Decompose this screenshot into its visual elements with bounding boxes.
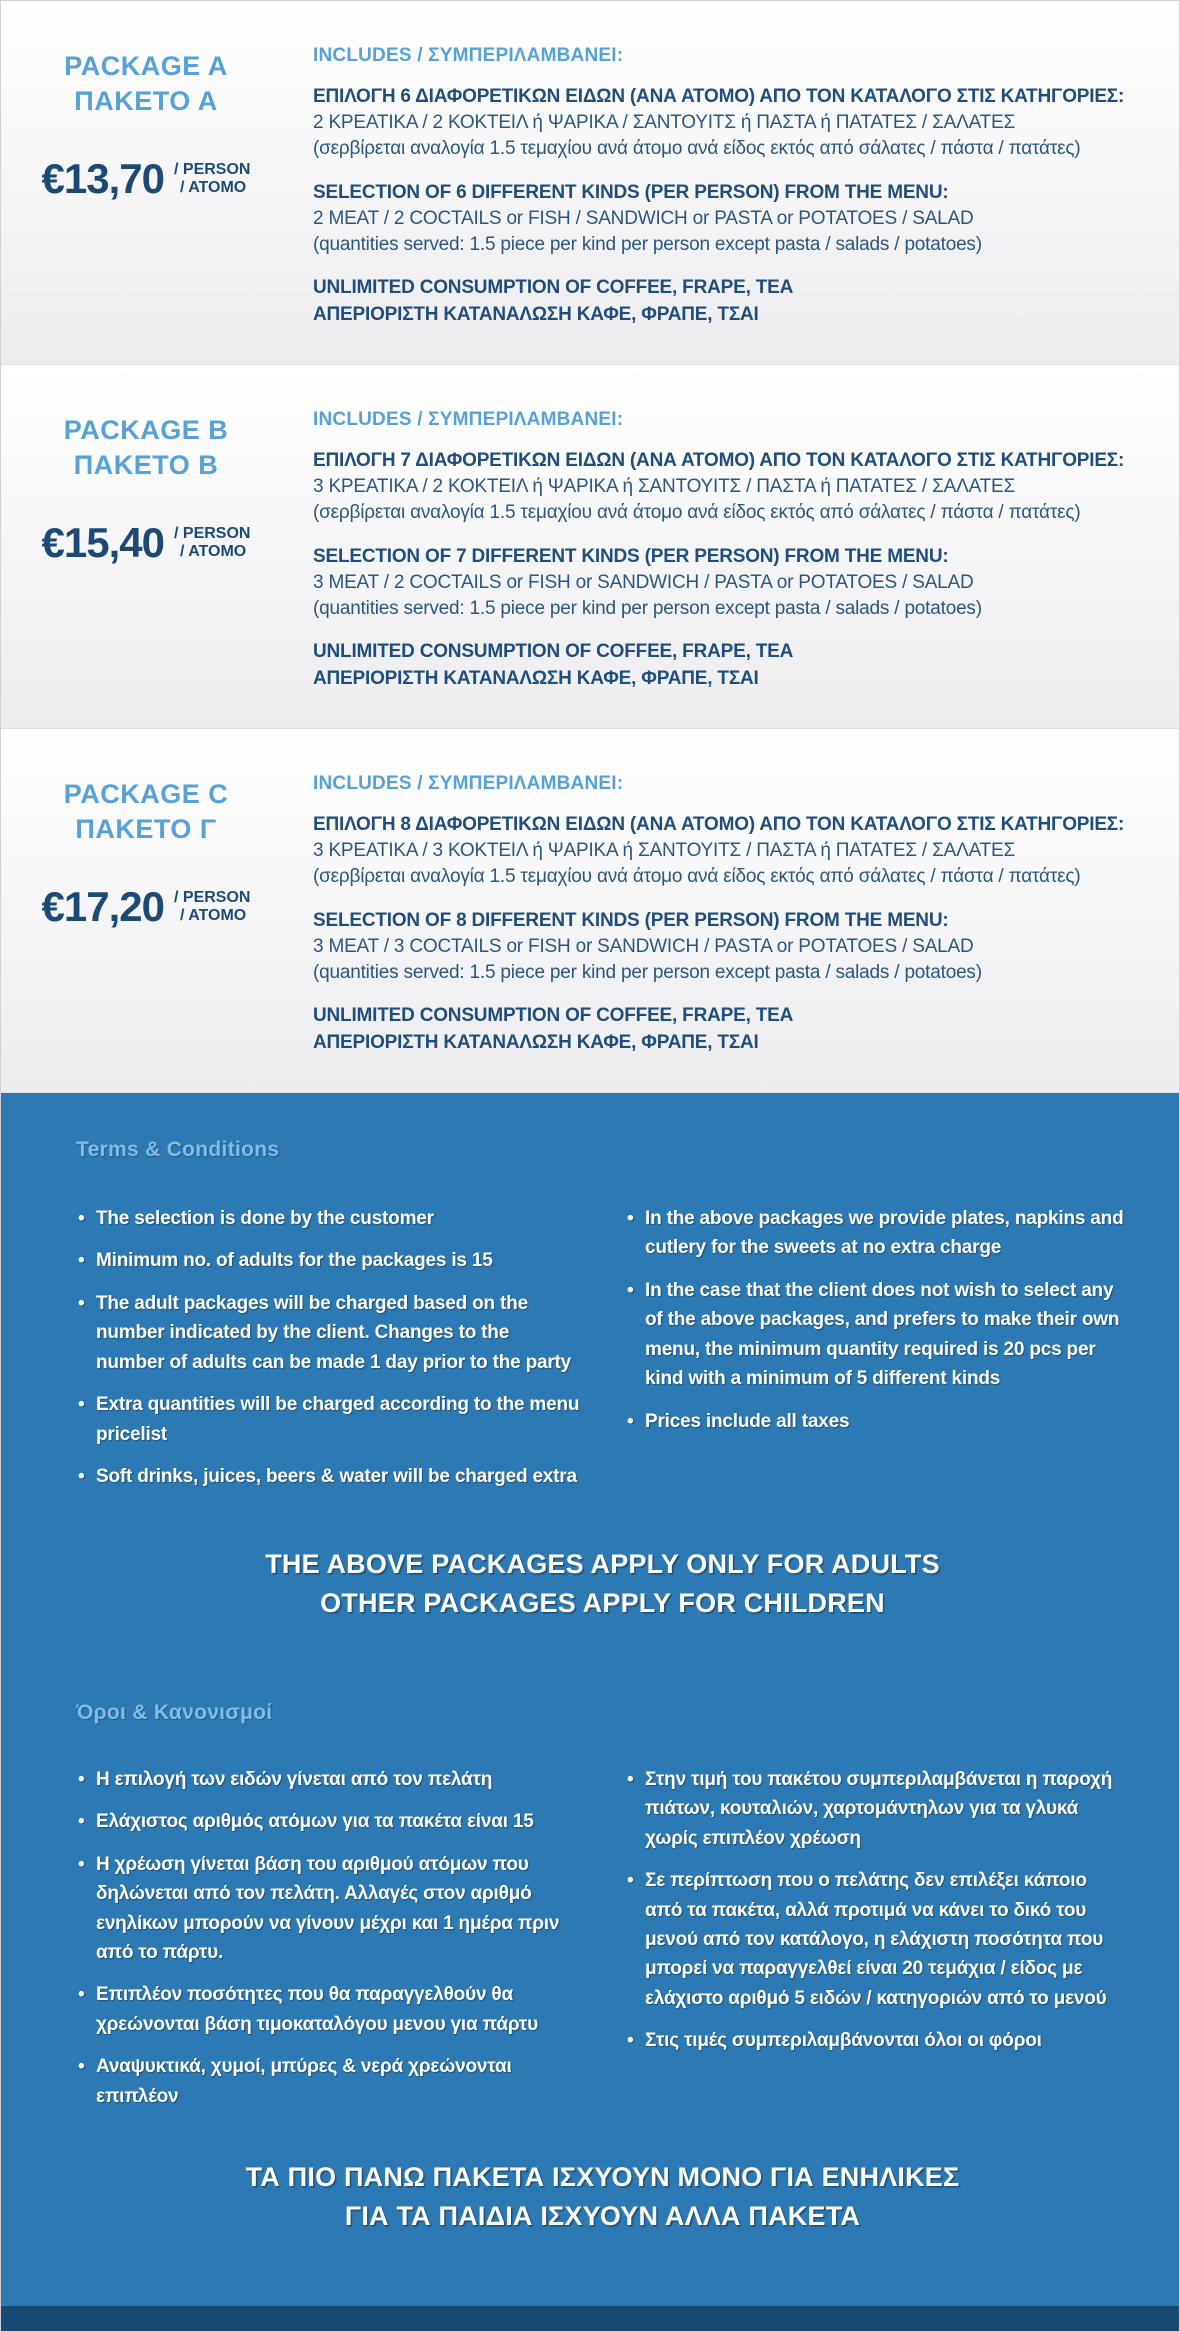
package-name-gr: ΠΑΚΕΤΟ Β: [73, 450, 219, 481]
package-c-section: [1, 729, 1179, 1093]
unlimited-en: UNLIMITED CONSUMPTION OF COFFEE, FRAPE, TEA: [313, 277, 794, 299]
list-item: • Επιπλέον ποσότητες που θα παραγγελθούν θα χρεώνονται βάση τιμοκαταλόγου μενου για πάρτυ: [76, 1980, 580, 2039]
includes-label: INCLUDES / ΣΥΜΠΕΡΙΛΑΜΒΑΝΕΙ:: [313, 45, 624, 66]
list-item: • Στην τιμή του πακέτου συμπεριλαμβάνεται η παροχή πιάτων, κουταλιών, χαρτομάντηλων για τα γλυκά χωρίς επιπλέον χρέωση: [625, 1765, 1129, 1853]
package-b-details: [291, 365, 1179, 728]
english-selection-block: [313, 908, 1149, 987]
per-person-gr: / ΑΤΟΜΟ: [180, 179, 247, 197]
terms-heading-gr: Όροι & Κανονισμοί: [76, 1700, 273, 1724]
unlimited-gr: ΑΠΕΡΙΟΡΙΣΤΗ ΚΑΤΑΝΑΛΩΣΗ ΚΑΦΕ, ΦΡΑΠΕ, ΤΣΑΙ: [313, 667, 759, 689]
terms-en-column-2: [625, 1204, 1129, 1505]
english-selection-heading: SELECTION OF 6 DIFFERENT KINDS (PER PERSON) FROM THE MENU:: [313, 181, 949, 203]
notice-line: OTHER PACKAGES APPLY FOR CHILDREN: [320, 1587, 885, 1618]
list-item: • In the above packages we provide plates, napkins and cutlery for the sweets at no extra charge: [625, 1204, 1129, 1263]
per-person-label: [174, 161, 250, 198]
package-name-en: PACKAGE B: [63, 415, 229, 445]
unlimited-gr: ΑΠΕΡΙΟΡΙΣΤΗ ΚΑΤΑΝΑΛΩΣΗ ΚΑΦΕ, ΦΡΑΠΕ, ΤΣΑΙ: [313, 303, 759, 325]
package-name-en: PACKAGE C: [63, 779, 229, 809]
per-person-gr: / ΑΤΟΜΟ: [180, 543, 247, 561]
greek-selection-note: (σερβίρεται αναλογία 1.5 τεμαχίου ανά άτομο ανά είδος εκτός από σάλατες / πάστα / πατάτες): [313, 138, 1081, 160]
unlimited-en: UNLIMITED CONSUMPTION OF COFFEE, FRAPE, TEA: [313, 1005, 794, 1027]
english-selection-block: [313, 180, 1149, 259]
package-name-gr: ΠΑΚΕΤΟ Γ: [75, 814, 217, 845]
list-item: • Σε περίπτωση που ο πελάτης δεν επιλέξει κάποιο από τα πακέτα, αλλά προτιμά να κάνει το δικό του μενού από τον κατάλογο, η ελάχιστη ποσότητα που μπορεί να παραγγελθεί είναι 20 τεμάχια / είδος με ελάχιστο αριθμό 5 ειδών / κατηγοριών από το μενού: [625, 1866, 1129, 2013]
package-b-summary: [1, 365, 291, 728]
package-price-block: [1, 883, 291, 931]
package-price: €15,40: [41, 519, 164, 567]
per-person-en: / PERSON: [174, 160, 251, 178]
list-item: • Η χρέωση γίνεται βάση του αριθμού ατόμων που δηλώνεται από τον πελάτη. Αλλαγές στον αριθμό ενηλίκων μπορούν να γίνουν μέχρι και 1 ημέρα πριν από το πάρτυ.: [76, 1850, 580, 1968]
package-a-details: [291, 1, 1179, 364]
greek-selection-items: 3 ΚΡΕΑΤΙΚΑ / 3 ΚΟΚΤΕΙΛ ή ΨΑΡΙΚΑ ή ΣΑΝΤΟΥΙΤΣ / ΠΑΣΤΑ ή ΠΑΤΑΤΕΣ / ΣΑΛΑΤΕΣ: [313, 840, 1016, 862]
adults-notice-en: [76, 1545, 1129, 1623]
terms-gr-column-2: [625, 1765, 1129, 2124]
terms-columns-en: [76, 1204, 1129, 1505]
list-item: • Ελάχιστος αριθμός ατόμων για τα πακέτα είναι 15: [76, 1807, 580, 1836]
package-price-block: [1, 155, 291, 203]
per-person-label: [174, 889, 250, 926]
english-selection-heading: SELECTION OF 7 DIFFERENT KINDS (PER PERSON) FROM THE MENU:: [313, 545, 949, 567]
unlimited-consumption-block: [313, 275, 1149, 327]
greek-selection-block: [313, 448, 1149, 527]
per-person-label: [174, 525, 250, 562]
terms-columns-gr: [76, 1765, 1129, 2124]
english-selection-heading: SELECTION OF 8 DIFFERENT KINDS (PER PERSON) FROM THE MENU:: [313, 909, 949, 931]
list-item: • Στις τιμές συμπεριλαμβάνονται όλοι οι φόροι: [625, 2026, 1129, 2055]
list-item: • Αναψυκτικά, χυμοί, μπύρες & νερά χρεώνονται επιπλέον: [76, 2052, 580, 2111]
greek-selection-block: [313, 84, 1149, 163]
per-person-en: / PERSON: [174, 524, 251, 542]
english-selection-items: 2 MEAT / 2 COCTAILS or FISH / SANDWICH or PASTA or POTATOES / SALAD: [313, 207, 974, 229]
list-item: • Prices include all taxes: [625, 1407, 1129, 1436]
english-selection-note: (quantities served: 1.5 piece per kind per person except pasta / salads / potatoes): [313, 598, 982, 620]
greek-selection-heading: ΕΠΙΛΟΓΗ 6 ΔΙΑΦΟΡΕΤΙΚΩΝ ΕΙΔΩΝ (ΑΝΑ ΑΤΟΜΟ) ΑΠΟ ΤΟΝ ΚΑΤΑΛΟΓΟ ΣΤΙΣ ΚΑΤΗΓΟΡΙΕΣ:: [313, 86, 1125, 107]
per-person-en: / PERSON: [174, 888, 251, 906]
package-c-summary: [1, 729, 291, 1092]
greek-selection-items: 3 ΚΡΕΑΤΙΚΑ / 2 ΚΟΚΤΕΙΛ ή ΨΑΡΙΚΑ ή ΣΑΝΤΟΥΙΤΣ / ΠΑΣΤΑ ή ΠΑΤΑΤΕΣ / ΣΑΛΑΤΕΣ: [313, 476, 1016, 498]
greek-selection-note: (σερβίρεται αναλογία 1.5 τεμαχίου ανά άτομο ανά είδος εκτός από σάλατες / πάστα / πατάτες): [313, 866, 1081, 888]
terms-heading-en: Terms & Conditions: [76, 1138, 280, 1161]
list-item: • Minimum no. of adults for the packages is 15: [76, 1246, 580, 1275]
greek-selection-block: [313, 812, 1149, 891]
english-selection-items: 3 MEAT / 3 COCTAILS or FISH or SANDWICH / PASTA or POTATOES / SALAD: [313, 935, 974, 957]
package-price: €13,70: [41, 155, 164, 203]
package-price-block: [1, 519, 291, 567]
list-item: • The adult packages will be charged based on the number indicated by the client. Changes to the number of adults can be made 1 day prior to the party: [76, 1289, 580, 1377]
package-c-details: [291, 729, 1179, 1092]
english-selection-block: [313, 544, 1149, 623]
greek-selection-note: (σερβίρεται αναλογία 1.5 τεμαχίου ανά άτομο ανά είδος εκτός από σάλατες / πάστα / πατάτες): [313, 502, 1081, 524]
includes-label: INCLUDES / ΣΥΜΠΕΡΙΛΑΜΒΑΝΕΙ:: [313, 773, 624, 794]
terms-en-column-1: [76, 1204, 580, 1505]
package-a-section: [1, 1, 1179, 365]
list-item: • Extra quantities will be charged according to the menu pricelist: [76, 1390, 580, 1449]
english-selection-note: (quantities served: 1.5 piece per kind per person except pasta / salads / potatoes): [313, 234, 982, 256]
greek-selection-items: 2 ΚΡΕΑΤΙΚΑ / 2 ΚΟΚΤΕΙΛ ή ΨΑΡΙΚΑ / ΣΑΝΤΟΥΙΤΣ ή ΠΑΣΤΑ ή ΠΑΤΑΤΕΣ / ΣΑΛΑΤΕΣ: [313, 112, 1016, 134]
package-b-section: [1, 365, 1179, 729]
package-price: €17,20: [41, 883, 164, 931]
notice-line: THE ABOVE PACKAGES APPLY ONLY FOR ADULTS: [265, 1548, 940, 1579]
list-item: • In the case that the client does not wish to select any of the above packages, and prefers to make their own menu, the minimum quantity required is 20 pcs per kind with a minimum of 5 different kinds: [625, 1276, 1129, 1394]
unlimited-en: UNLIMITED CONSUMPTION OF COFFEE, FRAPE, TEA: [313, 641, 794, 663]
unlimited-consumption-block: [313, 639, 1149, 691]
greek-selection-heading: ΕΠΙΛΟΓΗ 8 ΔΙΑΦΟΡΕΤΙΚΩΝ ΕΙΔΩΝ (ΑΝΑ ΑΤΟΜΟ) ΑΠΟ ΤΟΝ ΚΑΤΑΛΟΓΟ ΣΤΙΣ ΚΑΤΗΓΟΡΙΕΣ:: [313, 814, 1125, 835]
english-selection-items: 3 MEAT / 2 COCTAILS or FISH or SANDWICH / PASTA or POTATOES / SALAD: [313, 571, 974, 593]
includes-label: INCLUDES / ΣΥΜΠΕΡΙΛΑΜΒΑΝΕΙ:: [313, 409, 624, 430]
list-item: • Η επιλογή των ειδών γίνεται από τον πελάτη: [76, 1765, 580, 1794]
terms-and-conditions-section: [1, 1093, 1179, 2332]
english-selection-note: (quantities served: 1.5 piece per kind per person except pasta / salads / potatoes): [313, 962, 982, 984]
terms-gr-column-1: [76, 1765, 580, 2124]
greek-selection-heading: ΕΠΙΛΟΓΗ 7 ΔΙΑΦΟΡΕΤΙΚΩΝ ΕΙΔΩΝ (ΑΝΑ ΑΤΟΜΟ) ΑΠΟ ΤΟΝ ΚΑΤΑΛΟΓΟ ΣΤΙΣ ΚΑΤΗΓΟΡΙΕΣ:: [313, 450, 1125, 471]
list-item: • The selection is done by the customer: [76, 1204, 580, 1233]
package-name-gr: ΠΑΚΕΤΟ Α: [74, 86, 218, 117]
adults-notice-gr: [76, 2158, 1129, 2236]
notice-line: ΤΑ ΠΙΟ ΠΑΝΩ ΠΑΚΕΤΑ ΙΣΧΥΟΥΝ ΜΟΝΟ ΓΙΑ ΕΝΗΛΙΚΕΣ: [245, 2162, 960, 2193]
footer-bar: [1, 2306, 1179, 2332]
unlimited-gr: ΑΠΕΡΙΟΡΙΣΤΗ ΚΑΤΑΝΑΛΩΣΗ ΚΑΦΕ, ΦΡΑΠΕ, ΤΣΑΙ: [313, 1031, 759, 1053]
package-name-en: PACKAGE A: [64, 51, 228, 81]
package-a-summary: [1, 1, 291, 364]
notice-line: ΓΙΑ ΤΑ ΠΑΙΔΙΑ ΙΣΧΥΟΥΝ ΑΛΛΑ ΠΑΚΕΤΑ: [344, 2201, 861, 2232]
unlimited-consumption-block: [313, 1003, 1149, 1055]
per-person-gr: / ΑΤΟΜΟ: [180, 907, 247, 925]
list-item: • Soft drinks, juices, beers & water will be charged extra: [76, 1462, 580, 1491]
